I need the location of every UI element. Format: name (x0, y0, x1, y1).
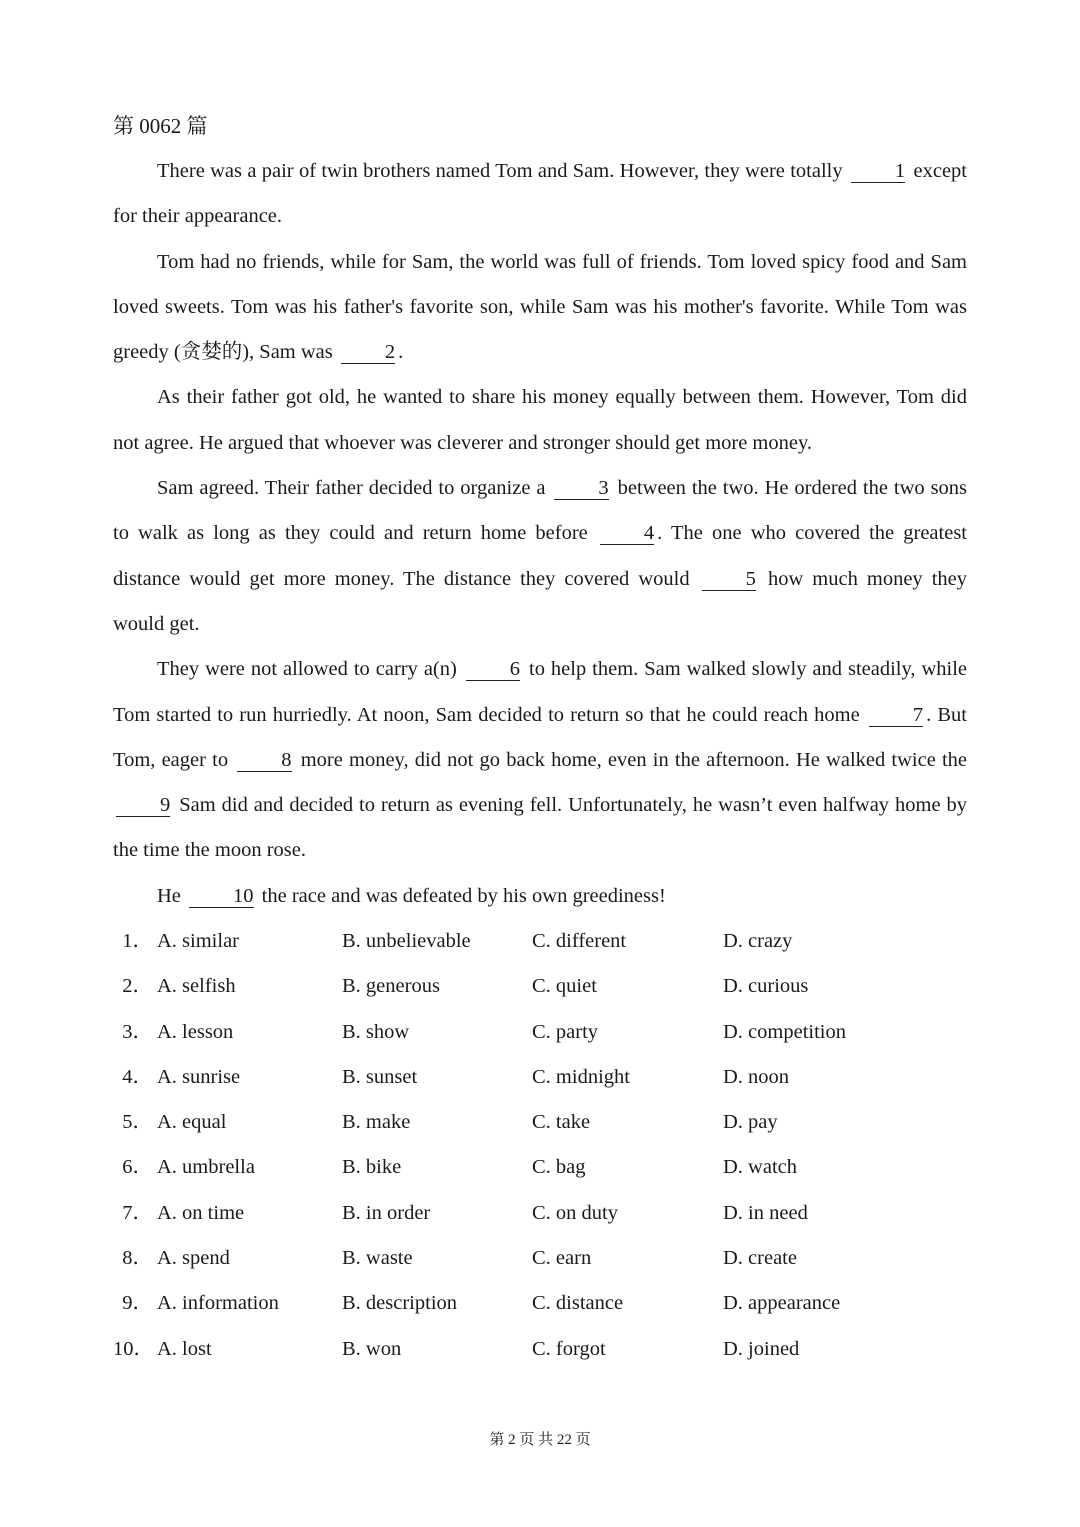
page-footer: 第 2 页 共 22 页 (489, 1432, 591, 1448)
option-d: D. in need (723, 1201, 808, 1224)
text-segment: Sam agreed. Their father decided to organize a (157, 477, 546, 500)
paragraph-3: As their father got old, he wanted to share his money equally between them. However, Tom did not agree. He argued that whoever was cleverer and stronger should get more money. (113, 386, 967, 454)
blank-5: 5 (702, 568, 756, 591)
question-row (113, 919, 973, 964)
option-c: C. quiet (532, 975, 597, 998)
option-b: B. bike (342, 1156, 402, 1179)
option-a: A. sunrise (157, 1065, 241, 1088)
option-a: A. umbrella (157, 1156, 255, 1179)
question-options (113, 919, 973, 1372)
option-d: D. crazy (723, 930, 793, 952)
option-a: A. lost (157, 1337, 212, 1360)
option-c: C. party (532, 1020, 599, 1043)
page-title: 第 0062 篇 (113, 114, 208, 138)
blank-8: 8 (237, 749, 291, 772)
question-number: 5． (122, 1111, 153, 1134)
question-row (113, 1236, 973, 1281)
text-segment: There was a pair of twin brothers named Tom and Sam. However, they were totally (157, 160, 843, 182)
option-d: D. joined (723, 1337, 800, 1360)
option-c: C. earn (532, 1247, 592, 1270)
text-segment: more money, did not go back home, even in the afternoon. He walked twice the (300, 748, 968, 771)
blank-1: 1 (851, 160, 905, 183)
option-b: B. make (342, 1111, 411, 1134)
option-a: A. equal (157, 1111, 227, 1134)
option-a: A. information (157, 1292, 279, 1315)
passage (113, 149, 967, 919)
question-row (113, 1191, 973, 1236)
option-c: C. forgot (532, 1337, 606, 1360)
option-a: A. on time (157, 1201, 245, 1224)
option-d: D. pay (723, 1111, 778, 1134)
blank-6: 6 (466, 658, 520, 681)
paragraph-6 (113, 874, 967, 919)
question-number: 6． (122, 1156, 153, 1179)
option-c: C. midnight (532, 1065, 630, 1088)
question-number: 9． (122, 1292, 153, 1315)
option-b: B. show (342, 1020, 410, 1043)
paragraph-5 (113, 647, 967, 873)
option-b: B. unbelievable (342, 930, 471, 952)
paragraph-4 (113, 466, 967, 647)
question-number: 7． (122, 1201, 153, 1224)
text-segment: . The one who covered the greatest distance would get more money. The distance they covered would (113, 522, 967, 590)
question-row (113, 964, 973, 1009)
blank-9: 9 (116, 794, 170, 817)
blank-7: 7 (869, 704, 923, 727)
text-segment: how much money they would get. (113, 567, 968, 635)
option-b: B. sunset (342, 1065, 418, 1088)
question-number: 10． (113, 1337, 154, 1360)
option-d: D. competition (723, 1020, 846, 1043)
option-c: C. bag (532, 1156, 586, 1179)
option-c: C. on duty (532, 1201, 618, 1224)
option-a: A. similar (157, 930, 239, 952)
question-number: 8． (122, 1247, 153, 1270)
option-a: A. selfish (157, 975, 236, 998)
paragraph-2 (113, 240, 967, 376)
option-a: A. lesson (157, 1020, 234, 1043)
option-a: A. spend (157, 1247, 230, 1270)
option-b: B. waste (342, 1247, 413, 1270)
blank-3: 3 (554, 477, 608, 500)
question-number: 2． (122, 975, 153, 998)
blank-2: 2 (341, 341, 395, 364)
question-number: 3． (122, 1020, 153, 1043)
question-row (113, 1145, 973, 1190)
option-b: B. in order (342, 1201, 431, 1224)
text-segment: He (157, 884, 181, 907)
option-c: C. different (532, 930, 627, 952)
option-c: C. take (532, 1111, 591, 1134)
paragraph-1 (113, 149, 967, 240)
blank-10: 10 (189, 885, 254, 908)
question-row (113, 1010, 973, 1055)
question-number: 1． (122, 930, 153, 952)
option-c: C. distance (532, 1292, 624, 1315)
blank-4: 4 (600, 522, 654, 545)
option-b: B. description (342, 1292, 458, 1315)
option-d: D. watch (723, 1156, 798, 1179)
option-d: D. curious (723, 975, 809, 998)
text-segment: Sam did and decided to return as evening fell. Unfortunately, he wasn’t even halfway home by the time the moon rose. (113, 794, 968, 862)
question-row (113, 1055, 973, 1100)
text-segment: They were not allowed to carry a(n) (157, 658, 457, 681)
text-segment: between the two. He ordered the two sons to walk as long as they could and return home before (113, 477, 968, 545)
question-row (113, 1327, 973, 1372)
text-segment: . (398, 341, 404, 364)
question-row (113, 1281, 973, 1326)
option-d: D. appearance (723, 1292, 841, 1315)
text-segment: . But Tom, eager to (113, 703, 967, 771)
text-segment: except for their appearance. (113, 160, 967, 228)
question-row (113, 1100, 973, 1145)
option-b: B. won (342, 1337, 402, 1360)
text-segment: the race and was defeated by his own greediness! (261, 884, 666, 907)
option-b: B. generous (342, 975, 440, 998)
text-segment: Tom had no friends, while for Sam, the world was full of friends. Tom loved spicy food and Sam loved sweets. Tom was his father's favorite son, while Sam was his mother's favorite. While Tom was greedy (贪婪的), Sam was (113, 250, 967, 364)
option-d: D. create (723, 1247, 797, 1270)
option-d: D. noon (723, 1065, 790, 1088)
text-segment: to help them. Sam walked slowly and steadily, while Tom started to run hurriedly. At noon, Sam decided to return so that he could reach home (113, 658, 968, 726)
question-number: 4． (122, 1065, 153, 1088)
